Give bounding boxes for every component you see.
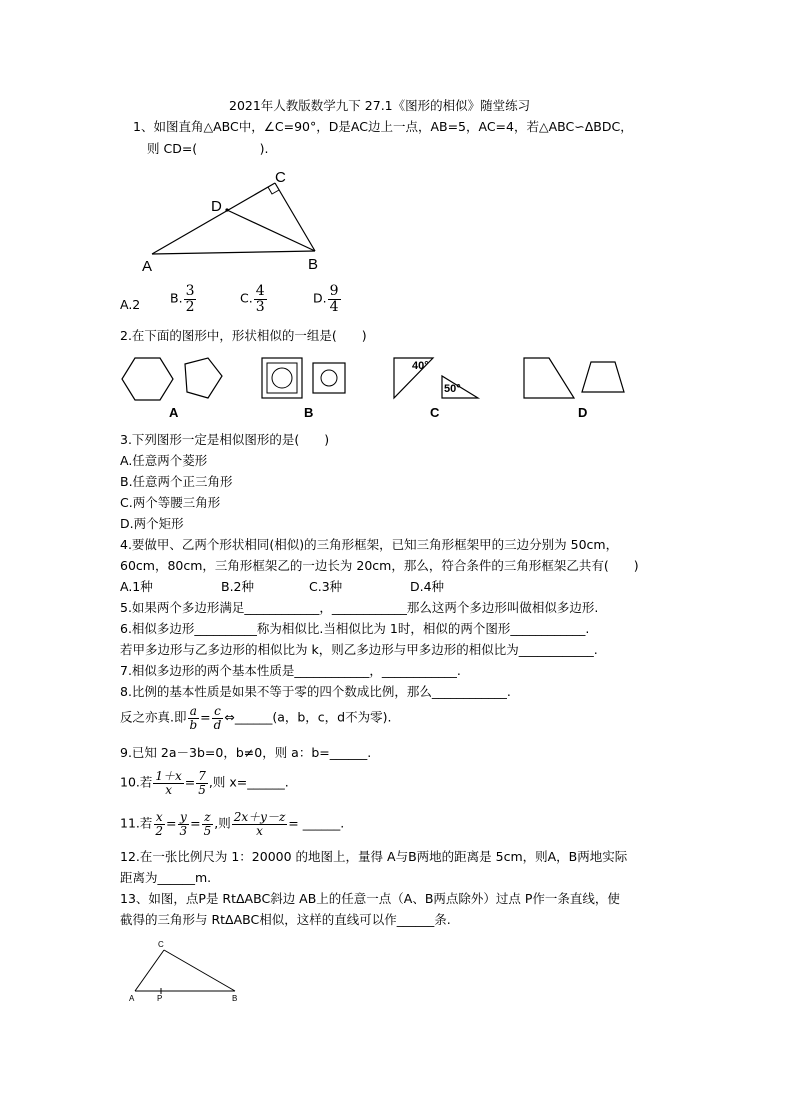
- q2-text: 2.在下面的图形中，形状相似的一组是( ): [120, 328, 367, 343]
- q11-suffix: ______.: [302, 815, 345, 831]
- q4-line1: 4.要做甲、乙两个形状相同(相似)的三角形框架，已知三角形框架甲的三边分别为 50cm，: [120, 537, 619, 552]
- q2-shapes-figure: [115, 350, 635, 425]
- q3-option-c: C.两个等腰三角形: [120, 495, 221, 510]
- q2-label-a: A: [169, 405, 179, 420]
- q4-line2: 60cm，80cm，三角形框架乙的一边长为 20cm，那么，符合条件的三角形框架乙共有( ): [120, 558, 639, 573]
- q12-line2: 距离为______m.: [120, 870, 212, 885]
- q2-label-c: C: [430, 405, 440, 420]
- q5-text: 5.如果两个多边形满足____________，____________那么这两个多边形叫做相似多边形.: [120, 600, 599, 615]
- q6-line1: 6.相似多边形__________称为相似比.当相似比为 1时，相似的两个图形____________.: [120, 621, 590, 636]
- pentagon-shape: [185, 358, 222, 398]
- label-a: A: [142, 258, 153, 275]
- label-c: C: [158, 940, 164, 949]
- option-numerator: 4: [255, 283, 265, 299]
- fraction-denominator: b: [189, 717, 198, 732]
- option-numerator: 9: [329, 283, 339, 299]
- segment-ac: [152, 183, 275, 254]
- isosceles-trapezoid-shape: [582, 362, 624, 392]
- q13-line2: 截得的三角形与 RtΔABC相似，这样的直线可以作______条.: [120, 912, 451, 927]
- point-d: [225, 208, 228, 211]
- q4-option-d: D.4种: [410, 579, 445, 594]
- label-d: D: [211, 198, 222, 215]
- q1-option-a: A.2: [120, 297, 141, 312]
- right-trapezoid-shape: [524, 358, 574, 398]
- equals-sign: =: [288, 815, 299, 831]
- q1-option-c: [240, 284, 268, 314]
- fraction-numerator: 7: [198, 769, 206, 783]
- option-denominator: 4: [329, 298, 339, 315]
- page-title: 2021年人教版数学九下 27.1《图形的相似》随堂练习: [229, 98, 531, 113]
- q10-line: [120, 770, 289, 796]
- q10-suffix: ,则 x=______.: [208, 774, 289, 790]
- fraction-numerator: y: [179, 810, 187, 824]
- large-square-shape: [262, 358, 302, 398]
- q4-option-c: C.3种: [309, 579, 343, 594]
- option-letter: C.: [240, 290, 253, 306]
- fraction-numerator: z: [204, 810, 211, 824]
- label-b: B: [232, 994, 238, 1003]
- label-a: A: [129, 994, 135, 1003]
- option-letter: D.: [313, 290, 327, 306]
- fraction-denominator: d: [213, 717, 222, 732]
- q9-text: 9.已知 2a－3b=0，b≠0，则 a：b=______.: [120, 745, 372, 760]
- option-letter: B.: [170, 290, 183, 306]
- fraction-denominator: x: [165, 782, 172, 797]
- segment-ab: [152, 251, 315, 254]
- option-denominator: 3: [255, 298, 265, 315]
- q8-line1: 8.比例的基本性质是如果不等于零的四个数成比例，那么____________.: [120, 684, 511, 699]
- q2-label-b: B: [304, 405, 314, 420]
- q1-option-b: [170, 284, 197, 314]
- q11-middle-text: ,则: [214, 815, 231, 831]
- segment-cb: [164, 950, 235, 991]
- q11-line: 11.若 $\frac{x}{2}$ = $\frac{y}{3}$ = $\frac{z}{5}$ ,则 $\frac{2x+y-z}{x}$ = ______.: [120, 810, 345, 838]
- q4-option-b: B.2种: [221, 579, 255, 594]
- q12-line1: 12.在一张比例尺为 1：20000 的地图上，量得 A与B两地的距离是 5cm，则A，B两地实际: [120, 849, 628, 864]
- q6-line2: 若甲多边形与乙多边形的相似比为 k，则乙多边形与甲多边形的相似比为____________.: [120, 642, 598, 657]
- q3-option-a: A.任意两个菱形: [120, 453, 208, 468]
- fraction-numerator: c: [214, 704, 221, 718]
- q7-text: 7.相似多边形的两个基本性质是____________，____________.: [120, 663, 461, 678]
- fraction-denominator: 5: [203, 823, 212, 838]
- option-numerator: 3: [185, 283, 195, 299]
- q3-option-b: B.任意两个正三角形: [120, 474, 233, 489]
- q3-option-d: D.两个矩形: [120, 516, 184, 531]
- fraction-denominator: 5: [198, 782, 206, 797]
- small-circle-shape: [321, 370, 337, 386]
- q8-suffix: ⇔______(a，b，c，d不为零).: [224, 709, 392, 725]
- q1-option-d: [313, 284, 342, 314]
- angle-50-label: 50°: [444, 383, 461, 395]
- hexagon-shape: [122, 358, 173, 400]
- q1-line1: 1、如图直角△ABC中，∠C=90°，D是AC边上一点，AB=5，AC=4，若△ABC∽ΔBDC，: [133, 119, 633, 134]
- fraction-denominator: 3: [179, 823, 188, 838]
- segment-cb: [275, 183, 315, 251]
- angle-40-label: 40°: [412, 360, 429, 372]
- fraction-numerator: a: [189, 704, 197, 718]
- q2-label-d: D: [578, 405, 588, 420]
- label-b: B: [308, 256, 319, 273]
- segment-db: [227, 210, 315, 251]
- q8-prefix: 反之亦真.即: [120, 709, 187, 725]
- q4-option-a: A.1种: [120, 579, 153, 594]
- q13-triangle-figure: [125, 935, 250, 1005]
- q1-line2: 则 CD=( ).: [147, 141, 269, 156]
- fraction-numerator: x: [155, 810, 163, 824]
- segment-ac: [135, 950, 164, 991]
- fraction-numerator: 2x＋y－z: [233, 810, 286, 824]
- equals-sign: =: [184, 774, 196, 790]
- q1-triangle-figure: [140, 165, 330, 275]
- option-denominator: 2: [185, 298, 195, 315]
- q10-prefix: 10.若: [120, 774, 153, 790]
- q8-line2: [120, 705, 391, 731]
- fraction-denominator: 2: [155, 823, 164, 838]
- q3-text: 3.下列图形一定是相似图形的是( ): [120, 432, 330, 447]
- q11-prefix: 11.若: [120, 815, 153, 831]
- equals-sign: =: [200, 709, 211, 725]
- small-square-shape: [313, 363, 345, 393]
- label-p: P: [157, 994, 163, 1003]
- fraction-denominator: x: [256, 823, 263, 838]
- fraction-numerator: 1＋x: [155, 769, 182, 783]
- q13-line1: 13、如图，点P是 RtΔABC斜边 AB上的任意一点（A、B两点除外）过点 P作一条直线，使: [120, 891, 620, 906]
- large-circle-shape: [272, 368, 292, 388]
- label-c: C: [275, 169, 286, 186]
